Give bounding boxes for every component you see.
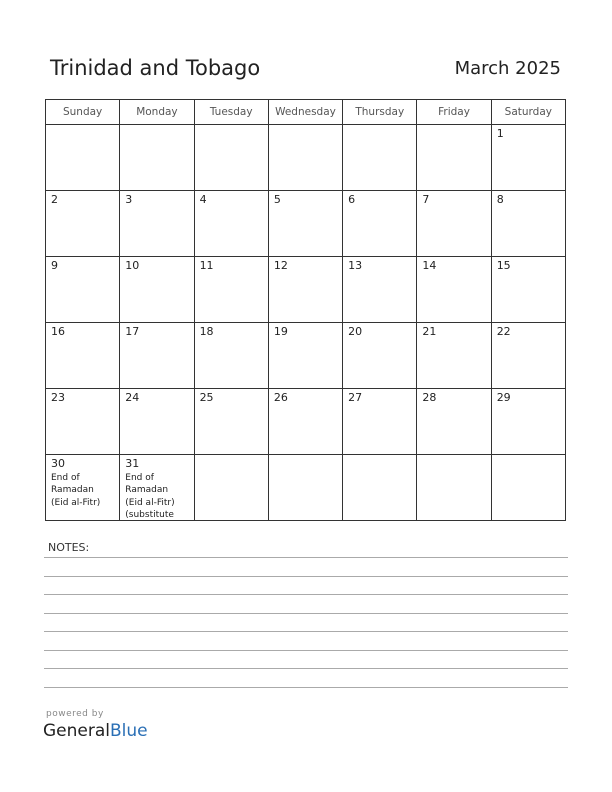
calendar-month-title: March 2025 — [454, 58, 561, 79]
weekday-header: Wednesday — [268, 100, 342, 125]
day-number: 5 — [273, 193, 281, 206]
day-number: 4 — [199, 193, 207, 206]
notes-line — [44, 613, 568, 614]
holiday-text-line: Ramadan — [125, 485, 169, 496]
day-cell — [268, 455, 342, 521]
holiday-text-line: (Eid al-Fitr) — [51, 497, 101, 508]
day-cell — [46, 455, 120, 521]
day-number: 10 — [125, 259, 140, 272]
day-cell — [417, 257, 491, 323]
day-cell — [343, 389, 417, 455]
day-cell — [417, 455, 491, 521]
week-row — [46, 389, 566, 455]
weekday-header: Monday — [120, 100, 194, 125]
day-cell — [46, 323, 120, 389]
day-number: 16 — [51, 325, 65, 338]
day-cell — [343, 257, 417, 323]
day-number: 23 — [51, 391, 65, 404]
day-cell — [120, 455, 194, 521]
day-number: 20 — [348, 325, 363, 338]
notes-line — [44, 557, 568, 558]
powered-by-text: powered by — [46, 709, 104, 719]
day-number: 8 — [496, 193, 504, 206]
day-cell — [46, 389, 120, 455]
day-number: 3 — [125, 193, 133, 206]
day-number: 7 — [422, 193, 430, 206]
day-number: 22 — [496, 325, 511, 338]
day-cell — [194, 125, 268, 191]
day-cell — [491, 323, 565, 389]
day-number: 15 — [496, 259, 511, 272]
notes-line — [44, 631, 568, 632]
weekday-header-row — [46, 100, 566, 125]
logo-blue-text: Blue — [110, 721, 148, 741]
day-number: 30 — [51, 457, 65, 470]
day-cell — [491, 389, 565, 455]
day-cell — [417, 191, 491, 257]
calendar-grid — [45, 99, 566, 521]
day-number: 18 — [199, 325, 214, 338]
day-cell — [120, 389, 194, 455]
day-cell — [120, 125, 194, 191]
day-number: 29 — [496, 391, 511, 404]
weekday-header: Sunday — [46, 100, 120, 125]
week-row — [46, 257, 566, 323]
day-cell — [343, 191, 417, 257]
week-row — [46, 455, 566, 521]
day-cell — [46, 125, 120, 191]
week-row — [46, 323, 566, 389]
weekday-header: Tuesday — [194, 100, 268, 125]
calendar-country-title: Trinidad and Tobago — [50, 56, 261, 80]
weekday-header: Thursday — [343, 100, 417, 125]
day-cell — [417, 389, 491, 455]
day-cell — [343, 323, 417, 389]
day-cell — [268, 323, 342, 389]
holiday-text-line: (substitute — [125, 509, 174, 520]
weekday-header: Saturday — [491, 100, 565, 125]
notes-label: NOTES: — [48, 541, 90, 554]
day-number: 17 — [125, 325, 140, 338]
day-cell — [194, 191, 268, 257]
notes-line — [44, 650, 568, 651]
week-row — [46, 191, 566, 257]
weekday-header: Friday — [417, 100, 491, 125]
day-number: 1 — [496, 127, 504, 140]
day-number: 13 — [348, 259, 363, 272]
day-cell — [46, 257, 120, 323]
logo-general-text: General — [43, 721, 110, 741]
holiday-text-line: End of — [51, 473, 80, 483]
day-cell — [491, 257, 565, 323]
day-number: 6 — [348, 193, 356, 206]
day-number: 19 — [273, 325, 288, 338]
week-row — [46, 125, 566, 191]
holiday-label — [51, 472, 121, 509]
day-cell — [268, 125, 342, 191]
day-number: 31 — [125, 457, 140, 470]
notes-line — [44, 594, 568, 595]
day-cell — [120, 191, 194, 257]
day-number: 12 — [273, 259, 288, 272]
day-cell — [46, 191, 120, 257]
day-cell — [194, 455, 268, 521]
day-cell — [194, 257, 268, 323]
day-cell — [491, 125, 565, 191]
day-cell — [194, 323, 268, 389]
holiday-text-line: Ramadan — [51, 485, 94, 496]
notes-line — [44, 687, 568, 688]
day-number: 14 — [422, 259, 437, 272]
day-cell — [417, 125, 491, 191]
day-cell — [120, 257, 194, 323]
day-number: 2 — [51, 193, 58, 206]
day-number: 28 — [422, 391, 437, 404]
day-number: 24 — [125, 391, 140, 404]
generalblue-logo — [43, 721, 148, 741]
holiday-label — [125, 472, 195, 521]
day-number: 21 — [422, 325, 437, 338]
notes-line — [44, 576, 568, 577]
day-cell — [491, 191, 565, 257]
notes-line — [44, 668, 568, 669]
day-cell — [120, 323, 194, 389]
day-number: 25 — [199, 391, 214, 404]
holiday-text-line: End of — [125, 473, 154, 483]
day-number: 27 — [348, 391, 363, 404]
day-cell — [268, 389, 342, 455]
day-cell — [417, 323, 491, 389]
day-cell — [194, 389, 268, 455]
day-number: 11 — [199, 259, 214, 272]
day-cell — [343, 455, 417, 521]
day-cell — [491, 455, 565, 521]
holiday-text-line: (Eid al-Fitr) — [125, 497, 175, 508]
day-number: 9 — [51, 259, 58, 272]
day-cell — [343, 125, 417, 191]
day-cell — [268, 257, 342, 323]
day-cell — [268, 191, 342, 257]
day-number: 26 — [273, 391, 288, 404]
